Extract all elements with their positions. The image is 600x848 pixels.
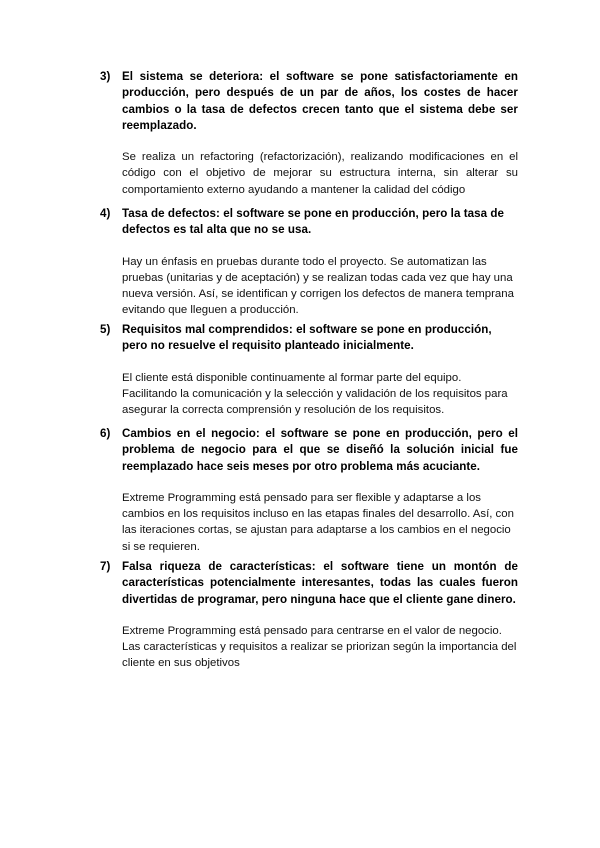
item-number: 3): [100, 70, 111, 83]
item-number: 4): [100, 207, 111, 220]
list-item-6: [100, 426, 518, 555]
list-item-3: [100, 69, 518, 198]
item-number: 6): [100, 427, 111, 440]
item-body: Se realiza un refactoring (refactorización), realizando modificaciones en el código con el objetivo de mejorar su estructura interna, sin alterar su comportamiento externo ayudando a mantener la calidad del código: [122, 151, 518, 196]
item-number: 7): [100, 560, 111, 573]
item-heading: Falsa riqueza de características: el software tiene un montón de características potencialmente interesantes, todas las cuales fueron divertidas de programar, pero ninguna hace que el cliente gane dinero.: [122, 560, 518, 606]
item-body: El cliente está disponible continuamente al formar parte del equipo. Facilitando la comunicación y la selección y validación de los requisitos para asegurar la correcta comprensión y resolución de los requisitos.: [122, 371, 508, 417]
item-heading: Tasa de defectos: el software se pone en producción, pero la tasa de defectos es tal alta que no se usa.: [122, 207, 505, 237]
list-item-4: [100, 206, 518, 319]
item-number: 5): [100, 323, 111, 336]
item-heading: Cambios en el negocio: el software se pone en producción, pero el problema de negocio para el que se diseñó la solución inicial fue reemplazado hace seis meses por otro problema más acuciante.: [122, 427, 518, 473]
item-heading: Requisitos mal comprendidos: el software se pone en producción, pero no resuelve el requisito planteado inicialmente.: [122, 323, 492, 353]
item-body: Hay un énfasis en pruebas durante todo el proyecto. Se automatizan las pruebas (unitarias y de aceptación) y se realizan todas cada vez que hay una nueva versión. Así, se identifican y corrigen los defectos de manera temprana evitando que lleguen a producción.: [122, 255, 514, 317]
list-item-7: [100, 559, 518, 672]
item-body: Extreme Programming está pensado para ser flexible y adaptarse a los cambios en los requisitos incluso en las etapas finales del desarrollo. Así, con las iteraciones cortas, se ajustan para adaptarse a los cambios en el negocio si se requieren.: [122, 491, 514, 553]
item-body: Extreme Programming está pensado para centrarse en el valor de negocio. Las características y requisitos a realizar se priorizan según la importancia del cliente en sus objetivos: [122, 624, 517, 670]
list-item-5: [100, 322, 518, 418]
item-heading: El sistema se deteriora: el software se pone satisfactoriamente en producción, pero después de un par de años, los costes de hacer cambios o la tasa de defectos crecen tanto que el sistema debe ser reemplazado.: [122, 70, 518, 132]
